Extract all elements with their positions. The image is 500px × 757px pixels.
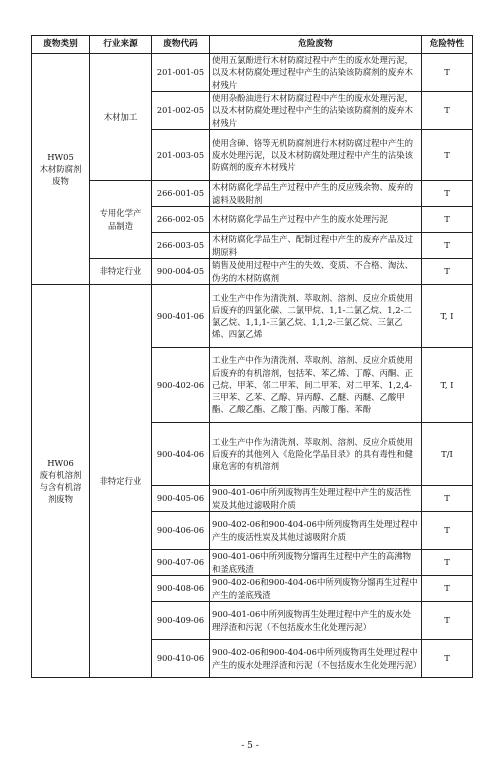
waste-description: 使用杂酚油进行木材防腐过程中产生的废水处理污泥，以及木材防腐处理过程中产生的沾染该防腐剂的废弃木材残片 [210,92,422,130]
hazard-characteristic: T [422,576,473,602]
hazard-characteristic: T [422,486,473,512]
waste-code: 266-001-05 [152,181,210,207]
hazardous-waste-table [31,35,473,678]
waste-description: 木材防腐化学品生产过程中产生的废水处理污泥 [210,207,422,233]
hazard-characteristic: T/I [422,423,473,486]
header-code: 废物代码 [152,36,210,54]
page-number: - 5 - [241,741,259,751]
waste-description: 900-401-06中所列废物分馏再生过程中产生的高沸物和釜底残渣 [210,550,422,576]
hazard-characteristic: T [422,181,473,207]
waste-code: 201-001-05 [152,54,210,92]
category-hw05: HW05 木材防腐剂 废物 [32,54,90,285]
header-source: 行业来源 [90,36,152,54]
hazard-characteristic: T [422,207,473,233]
waste-description: 使用含砷、铬等无机防腐剂进行木材防腐过程中产生的废水处理污泥，以及木材防腐处理过程中产生的沾染该防腐剂的废弃木材残片 [210,130,422,181]
waste-code: 900-408-06 [152,576,210,602]
waste-description: 900-402-06和900-404-06中所列废物再生处理过程中产生的废活性炭及其他过滤吸附介质 [210,512,422,550]
waste-description: 900-402-06和900-404-06中所列废物再生处理过程中产生的废水处理浮渣和污泥（不包括废水生化处理污泥） [210,640,422,678]
waste-code: 900-407-06 [152,550,210,576]
waste-code: 900-401-06 [152,285,210,348]
waste-code: 266-002-05 [152,207,210,233]
hazard-characteristic: T [422,602,473,640]
waste-description: 工业生产中作为清洗剂、萃取剂、溶剂、反应介质使用后废弃的四氯化碳、二氯甲烷、1,1-二氯乙烷、1,2-二氯乙烷、1,1,1-三氯乙烷、1,1,2-三氯乙烷、三氯乙烯、四氯乙烯 [210,285,422,348]
waste-description: 使用五氯酚进行木材防腐过程中产生的废水处理污泥，以及木材防腐处理过程中产生的沾染该防腐剂的废弃木材残片 [210,54,422,92]
table-row [32,54,473,92]
hazard-characteristic: T [422,640,473,678]
waste-code: 900-405-06 [152,486,210,512]
hazard-characteristic: T [422,92,473,130]
table-row [32,181,473,207]
hazard-characteristic: T [422,233,473,259]
source-non-specific: 非特定行业 [90,285,152,678]
hazard-characteristic: T [422,550,473,576]
hazard-characteristic: T [422,130,473,181]
hazard-characteristic: T, I [422,285,473,348]
header-characteristic: 危险特性 [422,36,473,54]
source-non-specific: 非特定行业 [90,259,152,285]
waste-code: 900-406-06 [152,512,210,550]
waste-code: 900-410-06 [152,640,210,678]
waste-code: 201-002-05 [152,92,210,130]
waste-code: 900-004-05 [152,259,210,285]
hazard-characteristic: T [422,259,473,285]
table-row [32,259,473,285]
waste-code: 900-409-06 [152,602,210,640]
source-chemical-manufacturing: 专用化学产 品制造 [90,181,152,259]
header-waste: 危险废物 [210,36,422,54]
hazard-characteristic: T, I [422,348,473,423]
waste-code: 201-003-05 [152,130,210,181]
hazard-characteristic: T [422,54,473,92]
waste-description: 木材防腐化学品生产、配制过程中产生的废弃产品及过期原料 [210,233,422,259]
header-category: 废物类别 [32,36,90,54]
waste-description: 销售及使用过程中产生的失效、变质、不合格、淘汰、伪劣的木材防腐剂 [210,259,422,285]
waste-description: 900-401-06中所列废物再生处理过程中产生的废活性炭及其他过滤吸附介质 [210,486,422,512]
waste-description: 工业生产中作为清洗剂、萃取剂、溶剂、反应介质使用后废弃的有机溶剂，包括苯、苯乙烯、丁醇、丙酮、正己烷、甲苯、邻二甲苯、间二甲苯、对二甲苯、1,2,4-三甲苯、乙苯、乙醇、异丙醇、乙醚、丙醚、乙酸甲酯、乙酸乙酯、乙酸丁酯、丙酸丁酯、苯酚 [210,348,422,423]
waste-code: 900-404-06 [152,423,210,486]
category-hw06: HW06 废有机溶剂 与含有机溶 剂废物 [32,285,90,678]
waste-description: 900-401-06中所列废物再生处理过程中产生的废水处理浮渣和污泥（不包括废水生化处理污泥） [210,602,422,640]
source-wood-processing: 木材加工 [90,54,152,181]
table-row [32,285,473,348]
waste-description: 900-402-06和900-404-06中所列废物分馏再生过程中产生的釜底残渣 [210,576,422,602]
waste-description: 木材防腐化学品生产过程中产生的反应残余物、废弃的滤料及吸附剂 [210,181,422,207]
waste-code: 900-402-06 [152,348,210,423]
table-header-row [32,36,473,54]
waste-code: 266-003-05 [152,233,210,259]
hazard-characteristic: T [422,512,473,550]
waste-description: 工业生产中作为清洗剂、萃取剂、溶剂、反应介质使用后废弃的其他列入《危险化学品目录》的具有毒性和健康危害的有机溶剂 [210,423,422,486]
